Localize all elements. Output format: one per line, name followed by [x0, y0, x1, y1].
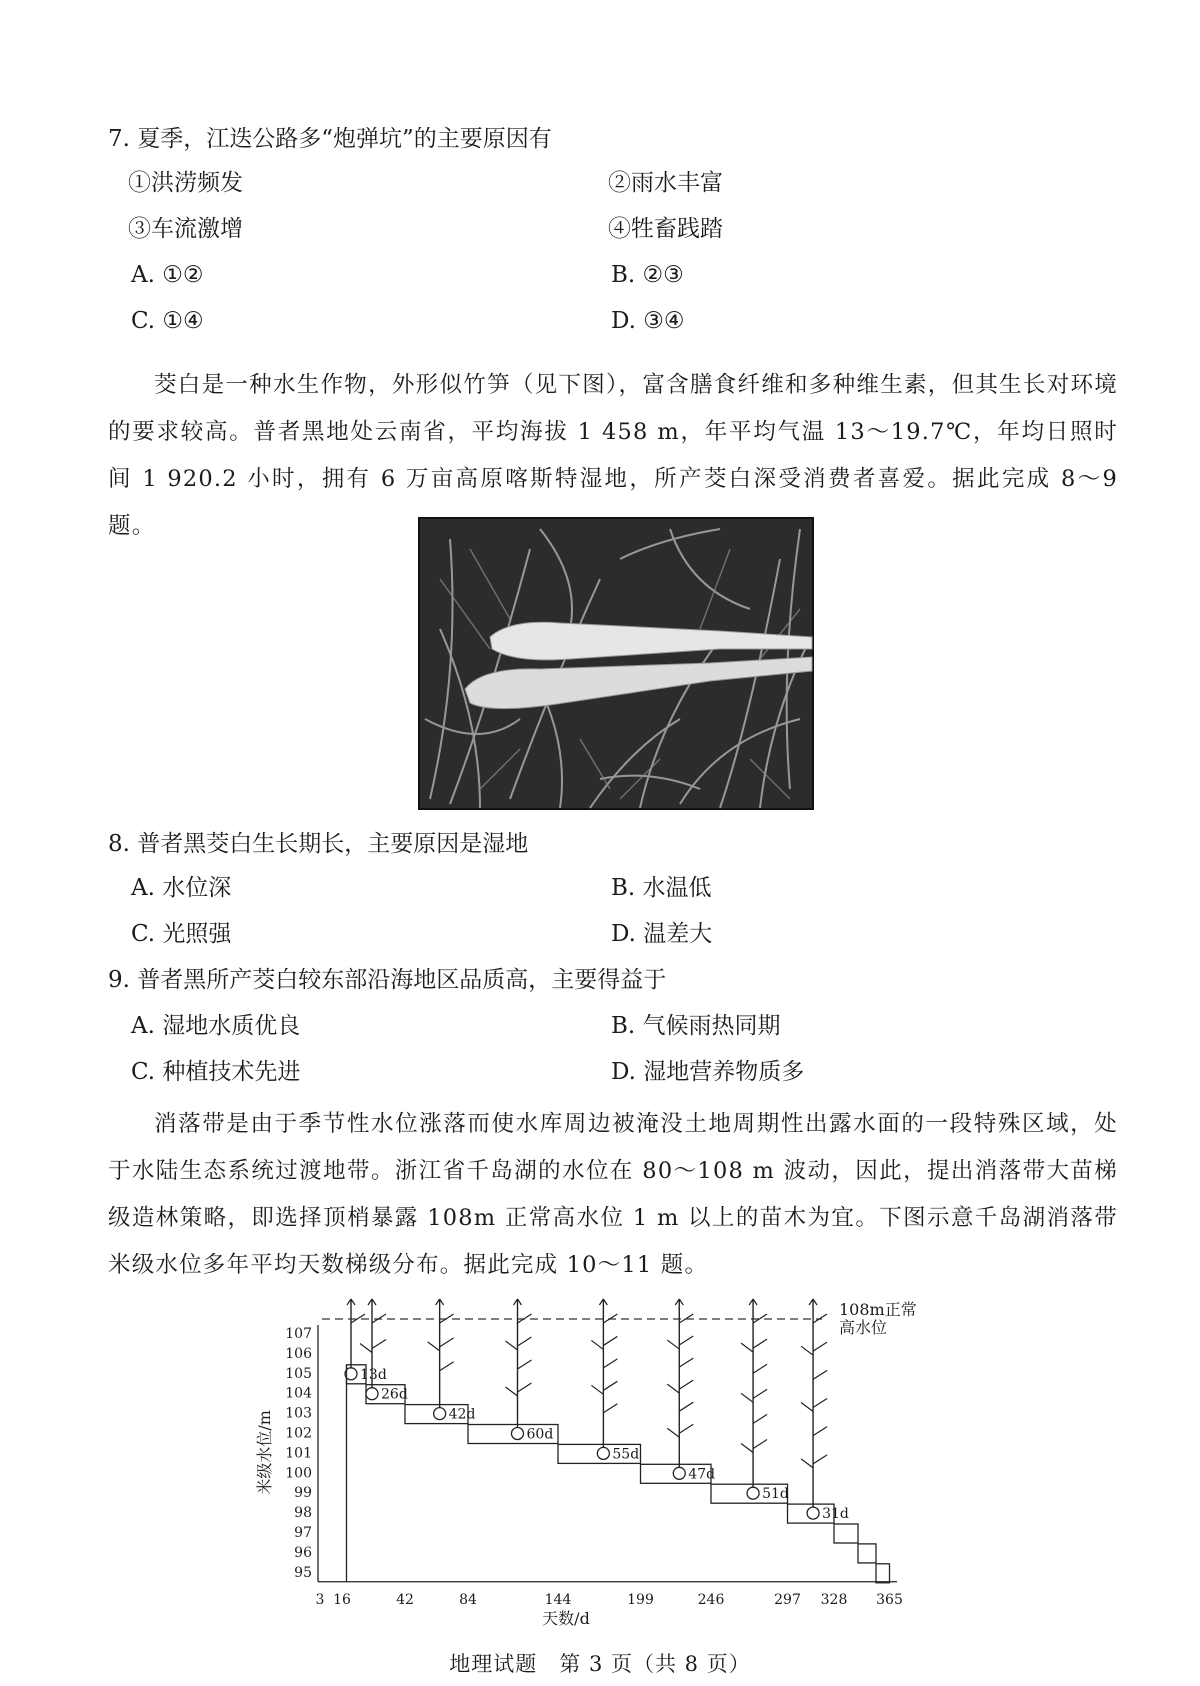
step-box-lower [834, 1524, 858, 1543]
jiaobai-photo [418, 517, 814, 810]
sapling-branch [679, 1380, 693, 1389]
sapling-branch [801, 1459, 813, 1468]
question-8-stem: 8. 普者黑茭白生长期长，主要原因是湿地 [108, 831, 529, 857]
sapling-branch [753, 1414, 767, 1423]
sapling-branch [591, 1340, 603, 1349]
sapling-branch [813, 1455, 827, 1464]
y-tick-label: 101 [285, 1445, 312, 1462]
sapling-branch [753, 1364, 767, 1373]
level-marker [434, 1408, 446, 1420]
q7-item-2: ②雨水丰富 [608, 170, 723, 196]
q8-option-a[interactable]: A. 水位深 [131, 875, 232, 901]
sapling-branch [518, 1360, 532, 1369]
water-level-step-chart [255, 1298, 978, 1628]
q8-option-c[interactable]: C. 光照强 [131, 921, 232, 947]
sapling-branch [591, 1385, 603, 1394]
x-tick-label: 144 [544, 1591, 572, 1608]
x-tick-label: 297 [774, 1591, 801, 1608]
sapling-branch [679, 1358, 693, 1367]
x-tick-label: 199 [627, 1591, 654, 1608]
sapling-branch [813, 1427, 827, 1436]
y-tick-label: 107 [285, 1326, 312, 1342]
q7-option-b[interactable]: B. ②③ [611, 262, 684, 288]
sapling-branch [667, 1340, 679, 1349]
y-axis-label: 米级水位/m [255, 1410, 274, 1495]
sapling-branch [428, 1342, 440, 1351]
sapling-branch [440, 1338, 454, 1347]
sapling-branch [741, 1393, 753, 1402]
y-tick-label: 98 [294, 1505, 312, 1522]
q8-option-b[interactable]: B. 水温低 [611, 875, 712, 901]
sapling-branch [372, 1339, 386, 1348]
y-tick-label: 105 [285, 1365, 312, 1382]
x-tick-label: 42 [396, 1591, 414, 1608]
sapling-branch [667, 1428, 679, 1437]
level-marker [747, 1487, 759, 1499]
sapling-branch [801, 1403, 813, 1412]
sapling-branch [741, 1343, 753, 1352]
q7-item-3: ③车流激增 [128, 216, 243, 242]
y-tick-label: 95 [294, 1564, 312, 1581]
q7-item-4: ④牲畜践踏 [608, 216, 723, 242]
level-marker [673, 1467, 685, 1479]
sapling-branch [506, 1387, 518, 1396]
sapling-branch [679, 1336, 693, 1345]
sapling-branch [360, 1343, 372, 1352]
sapling-branch [813, 1314, 827, 1323]
step-days-label: 60d [526, 1426, 554, 1443]
jiaobai-photo-illustration [420, 519, 812, 808]
y-tick-label: 104 [285, 1385, 312, 1402]
q9-option-b[interactable]: B. 气候雨热同期 [611, 1013, 781, 1039]
step-box-lower [876, 1564, 890, 1583]
q7-option-a[interactable]: A. ①② [131, 262, 204, 288]
x-tick-label: 365 [876, 1591, 903, 1608]
passage-drawdown-zone: 消落带是由于季节性水位涨落而使水库周边被淹没土地周期性出露水面的一段特殊区域，处于水陆生态系统过渡地带。浙江省千岛湖的水位在 80～108 m 波动，因此，提出消落带大苗梯级造林策略，即选择顶梢暴露 108m 正常高水位 1 m 以上的苗木为宜。下图示意千岛湖消落带米级水位多年平均天数梯级分布。据此完成 10～11 题。 [108, 1111, 1118, 1278]
sapling-branch [603, 1359, 617, 1368]
x-axis-label: 天数/d [542, 1608, 590, 1628]
sapling-branch [753, 1389, 767, 1398]
level-marker [597, 1447, 609, 1459]
sapling-branch [603, 1404, 617, 1413]
step-days-label: 51d [762, 1486, 789, 1503]
y-tick-label: 100 [285, 1465, 312, 1482]
sapling-branch [667, 1384, 679, 1393]
sapling-branch [518, 1337, 532, 1346]
x-tick-label: 246 [697, 1591, 725, 1608]
sapling-branch [813, 1342, 827, 1351]
reference-line-label: 108m正常 [839, 1300, 917, 1319]
sapling-branch [679, 1402, 693, 1411]
sapling-branch [753, 1339, 767, 1348]
y-tick-label: 102 [285, 1425, 312, 1442]
level-marker [512, 1428, 524, 1440]
reference-line-label-2: 高水位 [839, 1318, 888, 1337]
x-tick-label: 3 [315, 1591, 325, 1608]
y-tick-label: 103 [285, 1405, 312, 1422]
x-tick-label: 328 [820, 1591, 848, 1608]
y-tick-label: 106 [285, 1345, 312, 1362]
sapling-branch [603, 1336, 617, 1345]
x-tick-label: 16 [333, 1591, 351, 1608]
step-days-label: 13d [360, 1366, 387, 1383]
step-days-label: 55d [612, 1446, 640, 1463]
sapling-branch [813, 1399, 827, 1408]
q7-item-1: ①洪涝频发 [128, 170, 243, 196]
step-days-label: 26d [381, 1386, 408, 1403]
q8-option-d[interactable]: D. 温差大 [611, 921, 713, 947]
sapling-branch [440, 1362, 454, 1371]
q9-option-a[interactable]: A. 湿地水质优良 [131, 1013, 301, 1039]
sapling-branch [741, 1444, 753, 1453]
sapling-branch [603, 1381, 617, 1390]
q9-option-c[interactable]: C. 种植技术先进 [131, 1059, 301, 1085]
page-footer: 地理试题 第 3 页（共 8 页） [449, 1652, 751, 1676]
q9-option-d[interactable]: D. 湿地营养物质多 [611, 1059, 805, 1085]
sapling-branch [679, 1424, 693, 1433]
step-days-label: 47d [688, 1466, 716, 1483]
level-marker [807, 1507, 819, 1519]
sapling-branch [801, 1346, 813, 1355]
step-days-label: 42d [448, 1406, 476, 1423]
q7-option-c[interactable]: C. ①④ [131, 308, 204, 334]
step-box-lower [858, 1544, 876, 1563]
q7-option-d[interactable]: D. ③④ [611, 308, 685, 334]
y-tick-label: 97 [294, 1525, 312, 1541]
question-7-stem: 7. 夏季，江迭公路多“炮弹坑”的主要原因有 [108, 126, 552, 152]
question-9-stem: 9. 普者黑所产茭白较东部沿海地区品质高，主要得益于 [108, 967, 667, 993]
sapling-branch [506, 1341, 518, 1350]
y-tick-label: 96 [294, 1544, 312, 1561]
chart-svg [255, 1298, 978, 1628]
step-days-label: 31d [822, 1506, 849, 1523]
passage-jiaobai: 茭白是一种水生作物，外形似竹笋（见下图），富含膳食纤维和多种维生素，但其生长对环境的要求较高。普者黑地处云南省，平均海拔 1 458 m，年平均气温 13～19.7℃，年均日照时间 1 920.2 小时，拥有 6 万亩高原喀斯特湿地，所产茭白深受消费者喜爱。据此完成 8～9 题。 [108, 372, 1118, 539]
sapling-branch [813, 1370, 827, 1379]
sapling-branch [518, 1383, 532, 1392]
y-tick-label: 99 [294, 1485, 312, 1502]
level-marker [366, 1388, 378, 1400]
sapling-branch [753, 1440, 767, 1449]
x-tick-label: 84 [459, 1591, 477, 1608]
